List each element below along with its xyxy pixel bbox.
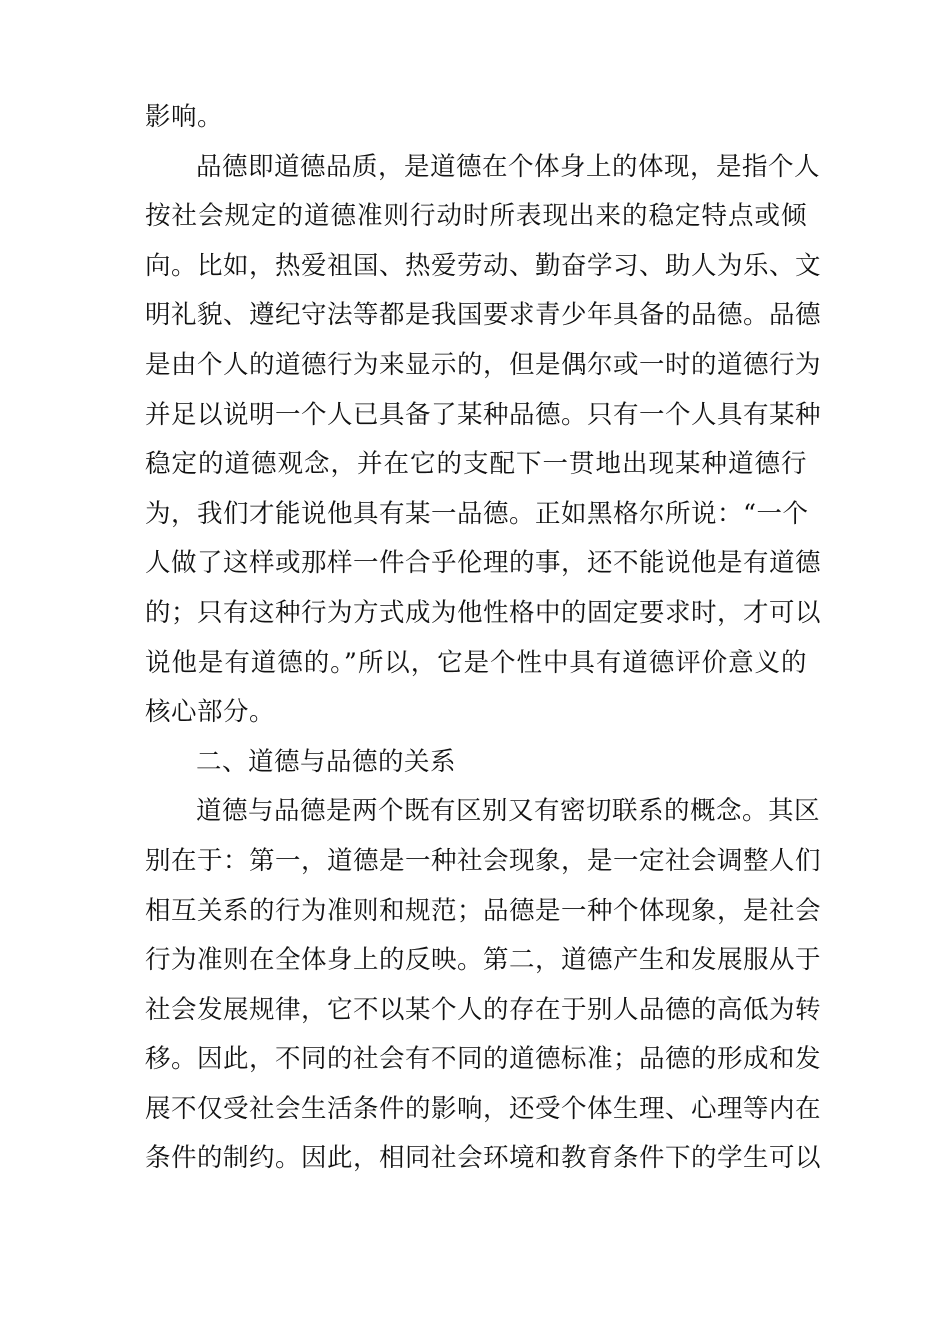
text-line: 说他是有道德的。”所以，它是个性中具有道德评价意义的 <box>145 647 807 678</box>
text-line: 核心部分。 <box>145 697 276 728</box>
text-line: 为，我们才能说他具有某一品德。正如黑格尔所说：“一个 <box>145 498 809 529</box>
text-line: 二、道德与品德的关系 <box>196 746 457 777</box>
text-line: 稳定的道德观念，并在它的支配下一贯地出现某种道德行 <box>145 449 807 480</box>
text-line: 行为准则在全体身上的反映。第二，道德产生和发展服从于 <box>145 945 822 976</box>
text-line: 展不仅受社会生活条件的影响，还受个体生理、心理等内在 <box>145 1093 822 1124</box>
body-text <box>145 93 822 1184</box>
text-line: 社会发展规律，它不以某个人的存在于别人品德的高低为转 <box>145 994 822 1025</box>
text-line: 是由个人的道德行为来显示的，但是偶尔或一时的道德行为 <box>145 349 822 380</box>
text-line: 明礼貌、遵纪守法等都是我国要求青少年具备的品德。品德 <box>145 300 822 331</box>
text-line: 条件的制约。因此，相同社会环境和教育条件下的学生可以 <box>145 1143 822 1174</box>
text-line: 道德与品德是两个既有区别又有密切联系的概念。其区 <box>196 796 821 827</box>
text-line: 别在于：第一，道德是一种社会现象，是一定社会调整人们 <box>145 845 822 876</box>
text-line: 向。比如，热爱祖国、热爱劳动、勤奋学习、助人为乐、文 <box>145 250 822 281</box>
text-line: 影响。 <box>145 102 224 132</box>
text-line: 品德即道德品质，是道德在个体身上的体现，是指个人 <box>196 151 821 182</box>
text-line: 的；只有这种行为方式成为他性格中的固定要求时，才可以 <box>145 597 822 628</box>
text-line: 移。因此，不同的社会有不同的道德标准；品德的形成和发 <box>145 1044 822 1075</box>
text-line: 并足以说明一个人已具备了某种品德。只有一个人具有某种 <box>145 399 822 430</box>
text-line: 人做了这样或那样一件合乎伦理的事，还不能说他是有道德 <box>145 548 822 579</box>
text-line: 按社会规定的道德准则行动时所表现出来的稳定特点或倾 <box>145 201 807 232</box>
text-line: 相互关系的行为准则和规范；品德是一种个体现象，是社会 <box>145 895 822 926</box>
